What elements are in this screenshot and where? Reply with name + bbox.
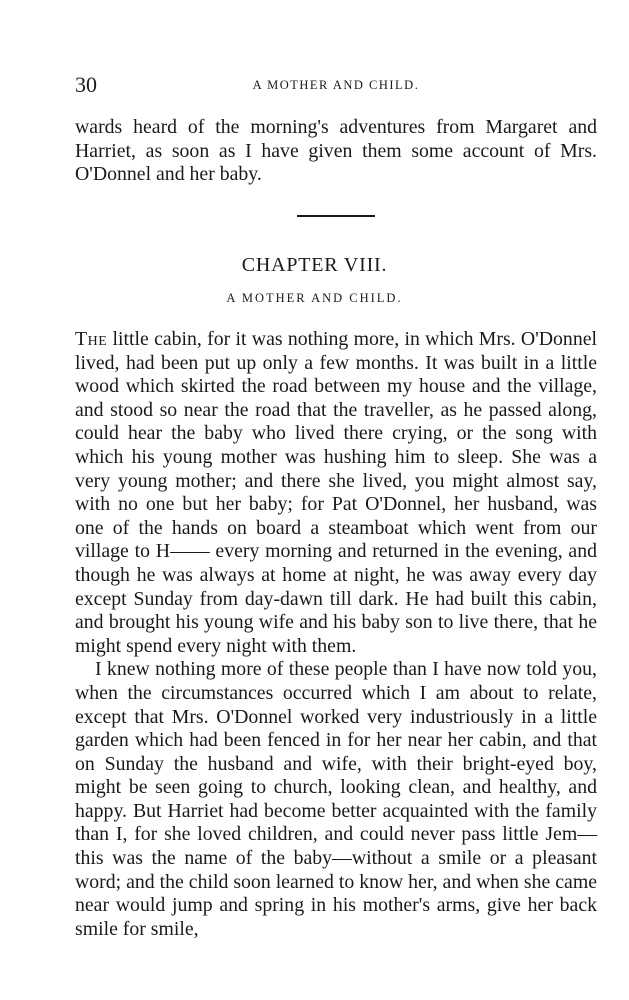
paragraph-lead-word: The [75, 328, 108, 350]
page-number: 30 [75, 72, 97, 97]
paragraph-1 [75, 328, 597, 658]
chapter-body [75, 328, 597, 941]
section-divider [297, 215, 375, 217]
continuation-text: wards heard of the morning's adventures from Margaret and Harriet, as soon as I have given them some account of Mrs. O'Donnel and her baby. [75, 116, 597, 186]
chapter-title: CHAPTER VIII. [241, 254, 388, 276]
continuation-paragraph [75, 116, 597, 187]
paragraph-2: I knew nothing more of these people than I have now told you, when the circumstances occurred which I am about to relate, except that Mrs. O'Donnel worked very industriously in a little garden which had been fenced in for her near her cabin, and that on Sunday the husband and wife, with their bright-eyed boy, might be seen going to church, looking clean, and healthy, and happy. But Harriet had become better acquainted with the family than I, for she loved children, and could never pass little Jem—this was the name of the baby—without a smile or a pleasant word; and the child soon learned to know her, and when she came near would jump and spring in his mother's arms, give her back smile for smile, [75, 658, 597, 940]
page-header [75, 70, 597, 100]
chapter-subtitle: A MOTHER AND CHILD. [226, 291, 403, 305]
running-head: A MOTHER AND CHILD. [252, 78, 420, 92]
paragraph-1-text: little cabin, for it was nothing more, in which Mrs. O'Donnel lived, had been put up only a few months. It was built in a little wood which skirted the road between my house and the village, and stood so near the road that the traveller, as he passed along, could hear the baby who lived there crying, or the song with which his young mother was hushing him to sleep. She was a very young mother; and there she lived, you might almost say, with no one but her baby; for Pat O'Donnel, her husband, was one of the hands on board a steamboat which went from our village to H—— every morning and returned in the evening, and though he was always at home at night, he was away every day except Sunday from day-dawn till dark. He had built this cabin, and brought his young wife and his baby son to live there, that he might spend every night with them. [75, 328, 597, 657]
